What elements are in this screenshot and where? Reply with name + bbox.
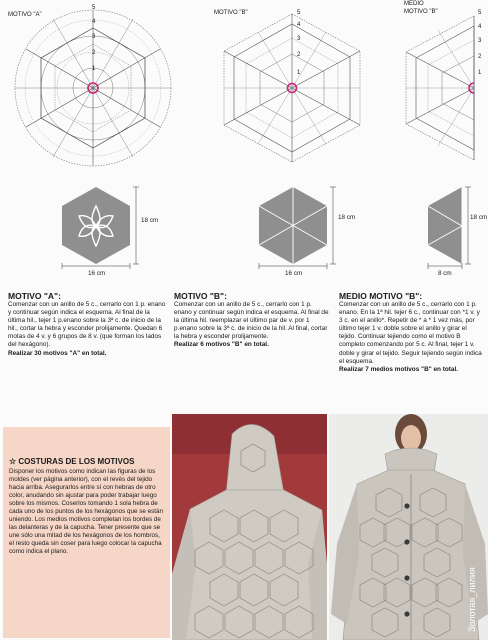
costuras-title: COSTURAS DE LOS MOTIVOS: [18, 457, 135, 466]
row-number-a-5: 5: [92, 5, 96, 11]
motif-a-width-label: 16 cm: [88, 270, 106, 277]
half-motif-b-height-label: 18 cm: [470, 214, 488, 221]
watermark: Золотая_лилия: [467, 567, 477, 632]
motif-b-bold-text: Realizar 6 motivos "B" en total.: [174, 341, 269, 349]
row-number-half-3: 3: [478, 38, 482, 44]
row-number-a-2: 2: [92, 50, 96, 56]
row-number-a-1: 1: [92, 66, 96, 72]
motif-b-chart-label: MOTIVO "B": [214, 10, 248, 16]
row-number-a-3: 3: [92, 34, 96, 40]
motif-a-bold-text: Realizar 30 motivos "A" en total.: [8, 349, 107, 357]
motif-b-width-label: 16 cm: [285, 270, 303, 277]
row-number-half-2: 2: [478, 54, 482, 60]
row-number-b-1: 1: [297, 70, 301, 76]
motif-b-title: MOTIVO "B":: [174, 291, 227, 301]
motif-b-chart: [224, 14, 360, 162]
row-number-b-3: 3: [297, 36, 301, 42]
motif-b-text: Comenzar con un anillo de 5 c., cerrarlo con 1 p. enano y continuar según indica el esquema. Al final de la última hil. reemplazar el último par de v. por 1 p.enano sobre la 3ª c. de inicio de la hil. Al final, cortar la hebra y esconder prolijamente.: [174, 301, 329, 341]
row-number-b-5: 5: [297, 10, 301, 16]
half-motif-b-instructions: [339, 291, 485, 374]
row-number-half-4: 4: [478, 24, 482, 30]
half-motif-b-schematic: [428, 187, 462, 264]
motif-a-instructions: [8, 291, 166, 358]
half-motif-b-width-label: 8 cm: [438, 270, 452, 277]
motif-b-schematic: [259, 187, 327, 264]
motif-a-schematic: [62, 187, 130, 264]
half-motif-b-chart-label-line1: MEDIO: [404, 1, 424, 7]
motif-a-title: MOTIVO "A":: [8, 291, 61, 301]
motif-a-chart-label: MOTIVO "A": [8, 12, 42, 18]
row-number-b-2: 2: [297, 52, 301, 58]
costuras-title-row: [9, 457, 165, 466]
motif-b-height-label: 18 cm: [338, 214, 356, 221]
motif-a-text: Comenzar con un anillo de 5 c., cerrarlo con 1 p. enano y continuar según indica el esquema. Al final de la última hil., tejer 1 p.enano sobre la 3ª c. de inicio de la hil., cortar la hebra y esconder prolijamente. Quedan 6 motas de 4 v. y 6 grupos de 8 v. (que forman los lados del hexágono).: [8, 301, 166, 349]
row-number-half-5: 5: [478, 10, 482, 16]
half-motif-b-bold-text: Realizar 7 medios motivos "B" en total.: [339, 365, 458, 373]
costuras-text: Disponer los motivos como indican las figuras de los moldes (ver página anterior), con el revés del tejido hacia arriba. Asegurarlos entre sí con hebras de otro color, anudando sin ajustar para poder trabajar luego sobre los mismos. Coserlos tomando 1 sola hebra de cada uno de los puntos de los hexágonos que se están uniendo. Los medios motivos completan los bordes de las delanteras y de la capucha. Tener presente que se une sólo una mitad de los hexágonos de los hombros, el resto queda sin coser para luego colocar la capucha como indica el plano.: [9, 468, 164, 555]
half-motif-b-chart: [406, 16, 474, 160]
motif-b-instructions: [174, 291, 330, 350]
motif-a-height-label: 18 cm: [141, 217, 159, 224]
front-view-photo: [329, 414, 488, 640]
half-motif-b-chart-label-line2: MOTIVO "B": [404, 9, 438, 15]
costuras-box: [3, 427, 170, 638]
half-motif-b-text: Comenzar con un anillo de 5 c., cerrarlo con 1 p. enano. En la 1ª hil. tejer 6 c., continuar con *1 v. y 3 c. en el anillo*. Repetir de * a * 1 vez más, por último tejer 1 v. doble sobre el anillo y girar el tejido. Continuar tejiendo como el motivo B completo comenzando por 5 c. Al final, tejer 1 v. doble y girar el tejido. Seguir tejiendo según indica el esquema.: [339, 301, 482, 365]
row-number-a-4: 4: [92, 19, 96, 25]
half-motif-b-title: MEDIO MOTIVO "B":: [339, 291, 423, 301]
row-number-b-4: 4: [297, 22, 301, 28]
back-view-photo: [172, 414, 327, 640]
star-icon: ☆: [9, 457, 17, 466]
row-number-half-1: 1: [478, 70, 482, 76]
